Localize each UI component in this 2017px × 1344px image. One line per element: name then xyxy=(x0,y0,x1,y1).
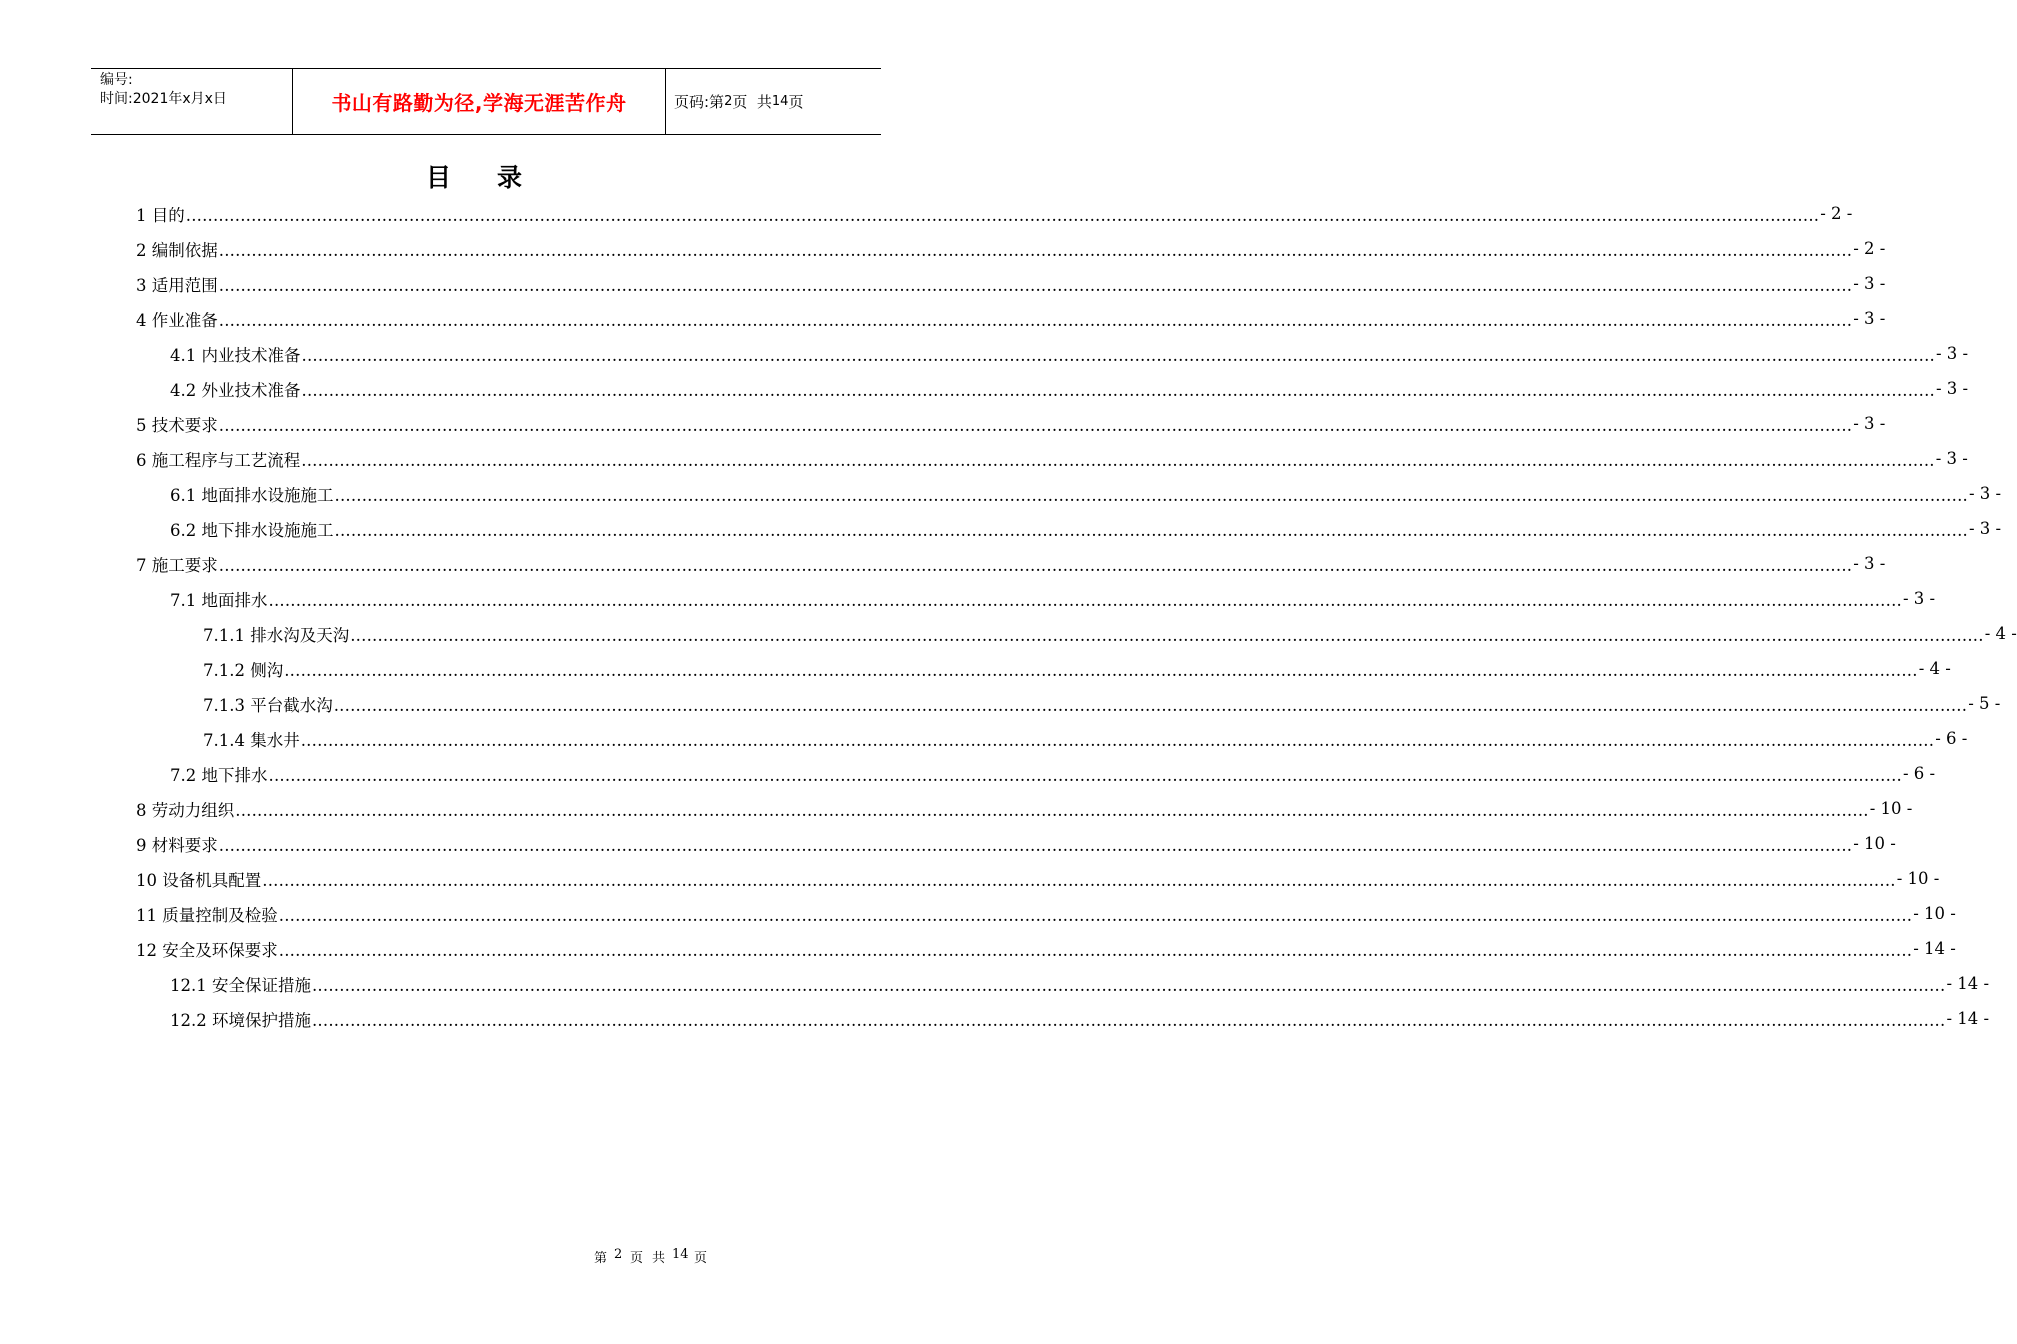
toc-leader-dots: ............................................................................................................................................................................................................................................................................................................ xyxy=(301,451,1935,470)
toc-entry[interactable] xyxy=(136,826,1896,861)
toc-leader-dots: ............................................................................................................................................................................................................................................................................................................ xyxy=(218,416,1853,435)
toc-entry[interactable] xyxy=(170,371,1969,406)
toc-leader-dots: ............................................................................................................................................................................................................................................................................................................ xyxy=(268,766,1902,785)
pager-suffix: 页 xyxy=(788,93,804,111)
toc-entry-title: 7.1.1 排水沟及天沟 xyxy=(203,625,350,645)
toc-entry[interactable] xyxy=(203,616,2017,651)
header-pager-cell xyxy=(666,69,881,134)
toc-entry-title: 6 施工程序与工艺流程 xyxy=(136,450,301,470)
toc-entry[interactable] xyxy=(170,1001,1990,1036)
toc-entry[interactable] xyxy=(136,301,1886,336)
toc-leader-dots: ............................................................................................................................................................................................................................................................................................................ xyxy=(311,1011,1946,1030)
footer-total-prefix: 共 xyxy=(652,1251,666,1266)
toc-title-part2: 录 xyxy=(497,163,525,192)
toc-entry-page: - 3 - xyxy=(1935,379,1969,398)
toc-entry-title: 3 适用范围 xyxy=(136,275,218,295)
toc-entry-page: - 3 - xyxy=(1853,554,1886,573)
toc-entry-title: 6.2 地下排水设施施工 xyxy=(170,520,334,540)
toc-entry-title: 4.2 外业技术准备 xyxy=(170,380,301,400)
toc-entry[interactable] xyxy=(170,756,1936,791)
footer-total: 14 xyxy=(672,1247,689,1262)
toc-entry[interactable] xyxy=(136,441,1968,476)
toc-entry-title: 5 技术要求 xyxy=(136,415,218,435)
toc-entry-page: - 14 - xyxy=(1913,939,1956,958)
toc-entry-title: 7.2 地下排水 xyxy=(170,765,268,785)
toc-leader-dots: ............................................................................................................................................................................................................................................................................................................ xyxy=(301,346,1935,365)
toc-leader-dots: ............................................................................................................................................................................................................................................................................................................ xyxy=(350,626,1984,645)
toc-entry-page: - 10 - xyxy=(1913,904,1956,923)
toc-entry-title: 7.1.2 侧沟 xyxy=(203,660,284,680)
toc-entry-page: - 10 - xyxy=(1869,799,1913,818)
footer-current: 2 xyxy=(614,1247,623,1262)
toc-entry[interactable] xyxy=(170,966,1990,1001)
toc-entry[interactable] xyxy=(170,336,1969,371)
toc-entry[interactable] xyxy=(203,721,1968,756)
toc-entry-title: 2 编制依据 xyxy=(136,240,218,260)
toc-leader-dots: ............................................................................................................................................................................................................................................................................................................ xyxy=(185,206,1820,225)
toc-entry-title: 7 施工要求 xyxy=(136,555,218,575)
pager-total: 14 xyxy=(771,94,789,109)
footer-mid: 页 xyxy=(630,1251,644,1266)
toc-entry[interactable] xyxy=(136,406,1886,441)
toc-entry-page: - 14 - xyxy=(1946,1009,1990,1028)
pager-prefix: 页码:第 xyxy=(674,93,725,111)
toc-entry-title: 12.2 环境保护措施 xyxy=(170,1010,311,1030)
toc-entry-page: - 2 - xyxy=(1820,204,1853,223)
toc-leader-dots: ............................................................................................................................................................................................................................................................................................................ xyxy=(218,836,1853,855)
time-label: 时间:2021年x月x日 xyxy=(100,91,227,107)
toc-entry-page: - 3 - xyxy=(1853,309,1886,328)
toc-leader-dots: ............................................................................................................................................................................................................................................................................................................ xyxy=(262,871,1896,890)
toc-entry[interactable] xyxy=(136,231,1886,266)
toc-entry[interactable] xyxy=(136,266,1886,301)
toc-entry-page: - 3 - xyxy=(1968,519,2002,538)
toc-entry[interactable] xyxy=(170,511,2002,546)
toc-entry-page: - 4 - xyxy=(1984,624,2017,643)
toc-entry-title: 1 目的 xyxy=(136,205,185,225)
toc-leader-dots: ............................................................................................................................................................................................................................................................................................................ xyxy=(334,521,1968,540)
toc-leader-dots: ............................................................................................................................................................................................................................................................................................................ xyxy=(268,591,1902,610)
toc-entry[interactable] xyxy=(136,931,1956,966)
pager-mid: 页 共 xyxy=(732,93,772,111)
toc-entry-page: - 6 - xyxy=(1902,764,1936,783)
toc-entry-title: 12.1 安全保证措施 xyxy=(170,975,311,995)
toc-entry[interactable] xyxy=(136,546,1886,581)
toc-entry-title: 7.1.3 平台截水沟 xyxy=(203,695,333,715)
toc-leader-dots: ............................................................................................................................................................................................................................................................................................................ xyxy=(218,276,1853,295)
toc-entry-page: - 3 - xyxy=(1935,344,1969,363)
toc-entry[interactable] xyxy=(203,686,2001,721)
toc-entry[interactable] xyxy=(136,196,1853,231)
toc-entry[interactable] xyxy=(203,651,1951,686)
toc-entry[interactable] xyxy=(136,791,1913,826)
toc-entry-title: 9 材料要求 xyxy=(136,835,218,855)
motto-text: 书山有路勤为径,学海无涯苦作舟 xyxy=(331,91,627,115)
toc-entry-page: - 5 - xyxy=(1968,694,2001,713)
toc-leader-dots: ............................................................................................................................................................................................................................................................................................................ xyxy=(218,311,1853,330)
footer-suffix: 页 xyxy=(694,1251,708,1266)
toc-entry-page: - 3 - xyxy=(1853,414,1886,433)
toc-entry-title: 11 质量控制及检验 xyxy=(136,905,278,925)
toc-entry-page: - 3 - xyxy=(1935,449,1968,468)
toc-leader-dots: ............................................................................................................................................................................................................................................................................................................ xyxy=(334,486,1968,505)
toc-title xyxy=(0,158,950,194)
toc-entry-page: - 4 - xyxy=(1918,659,1951,678)
toc-entry-page: - 2 - xyxy=(1853,239,1886,258)
toc-leader-dots: ............................................................................................................................................................................................................................................................................................................ xyxy=(278,941,1913,960)
toc-entry-page: - 3 - xyxy=(1902,589,1936,608)
page-header xyxy=(91,68,881,135)
toc-entry-page: - 14 - xyxy=(1946,974,1990,993)
toc-leader-dots: ............................................................................................................................................................................................................................................................................................................ xyxy=(311,976,1946,995)
toc-leader-dots: ............................................................................................................................................................................................................................................................................................................ xyxy=(300,731,1935,750)
toc-entry-title: 8 劳动力组织 xyxy=(136,800,235,820)
doc-number-label: 编号: xyxy=(100,72,133,88)
toc-entry-title: 7.1 地面排水 xyxy=(170,590,268,610)
toc-entry[interactable] xyxy=(170,476,2002,511)
toc-entry-title: 6.1 地面排水设施施工 xyxy=(170,485,334,505)
toc-leader-dots: ............................................................................................................................................................................................................................................................................................................ xyxy=(235,801,1869,820)
toc-entry[interactable] xyxy=(136,896,1956,931)
toc-leader-dots: ............................................................................................................................................................................................................................................................................................................ xyxy=(278,906,1913,925)
toc-entry-title: 10 设备机具配置 xyxy=(136,870,262,890)
toc-leader-dots: ............................................................................................................................................................................................................................................................................................................ xyxy=(218,556,1853,575)
toc-leader-dots: ............................................................................................................................................................................................................................................................................................................ xyxy=(333,696,1968,715)
toc-entry-title: 4 作业准备 xyxy=(136,310,218,330)
toc-entry-title: 4.1 内业技术准备 xyxy=(170,345,301,365)
toc-entry-page: - 10 - xyxy=(1896,869,1940,888)
toc-title-part1: 目 xyxy=(425,163,453,192)
toc-leader-dots: ............................................................................................................................................................................................................................................................................................................ xyxy=(301,381,1935,400)
toc-entry-page: - 10 - xyxy=(1853,834,1896,853)
toc-leader-dots: ............................................................................................................................................................................................................................................................................................................ xyxy=(284,661,1918,680)
toc-entry-page: - 3 - xyxy=(1968,484,2002,503)
header-meta-cell xyxy=(91,69,293,134)
toc-leader-dots: ............................................................................................................................................................................................................................................................................................................ xyxy=(218,241,1853,260)
pager-current: 2 xyxy=(724,94,733,109)
toc-entry[interactable] xyxy=(136,861,1940,896)
toc-entry-title: 7.1.4 集水井 xyxy=(203,730,300,750)
toc-entry-title: 12 安全及环保要求 xyxy=(136,940,278,960)
header-motto-cell xyxy=(293,69,666,134)
footer-prefix: 第 xyxy=(594,1251,608,1266)
toc-entry-page: - 3 - xyxy=(1853,274,1886,293)
toc-entry-page: - 6 - xyxy=(1935,729,1968,748)
toc-entry[interactable] xyxy=(170,581,1936,616)
